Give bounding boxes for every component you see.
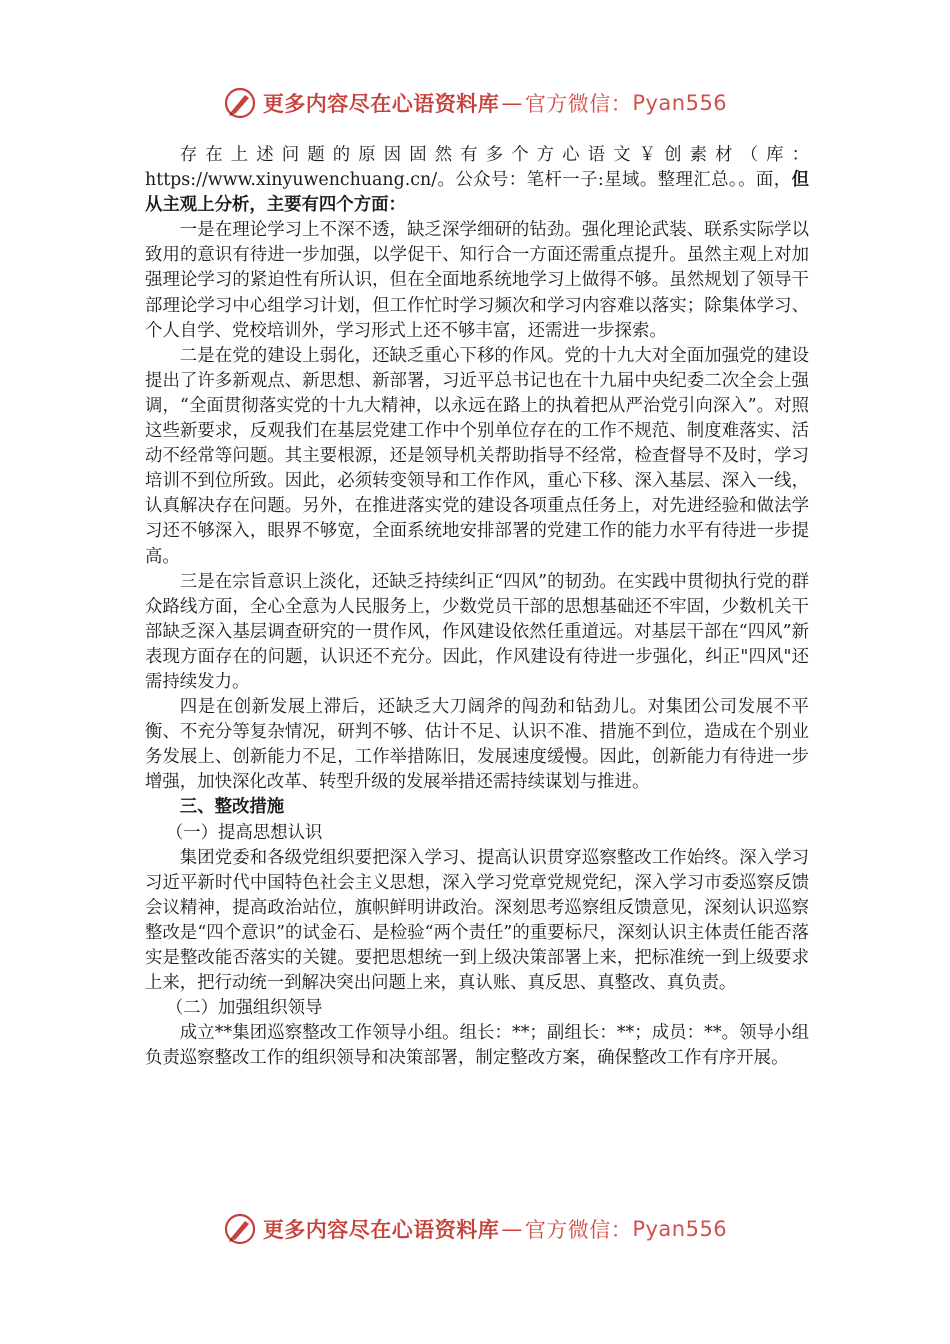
banner-wechat-id: Pyan556	[632, 1217, 728, 1241]
paragraph-two: 二是在党的建设上弱化，还缺乏重心下移的作风。党的十九大对全面加强党的建设提出了许多新观点、新思想、新部署，习近平总书记也在十九届中央纪委二次全会上强调，“全面贯彻落实党的十九大精神，以永远在路上的执着把从严治党引向深入”。对照这些新要求，反观我们在基层党建工作中个别单位存在的工作不规范、制度难落实、活动不经常等问题。其主要根源，还是领导机关帮助指导不经常，检查督导不及时，学习培训不到位所致。因此，必须转变领导和工作作风，重心下移、深入基层、深入一线，认真解决存在问题。另外，在推进落实党的建设各项重点任务上，对先进经验和做法学习还不够深入，眼界不够宽，全面系统地安排部署的党建工作的能力水平有待进一步提高。	[145, 345, 809, 567]
intro-text: 存在上述问题的原因固然有多个方心语文￥创素材（库：https://www.xinyuwenchuang.cn/。公众号：笔杆一子:星域。整理汇总。。面，	[145, 145, 809, 191]
pen-logo-icon	[223, 1212, 257, 1246]
intro-emphasis: 但从主观上分析，主要有四个方面：	[145, 170, 809, 216]
pen-logo-icon	[223, 86, 257, 120]
banner-brand: 更多内容尽在心语资料库	[262, 92, 500, 116]
footer-banner	[0, 1209, 950, 1249]
banner-brand: 更多内容尽在心语资料库	[262, 1218, 500, 1242]
banner-official: 官方微信：	[524, 92, 633, 116]
subheading-one: （一）提高思想认识	[165, 822, 323, 843]
paragraph-three: 三是在宗旨意识上淡化，还缺乏持续纠正“四风”的韧劲。在实践中贯彻执行党的群众路线方面，全心全意为人民服务上，少数党员干部的思想基础还不牢固，少数机关干部缺乏深入基层调查研究的一贯作风，作风建设依然任重道远。对基层干部在“四风”新表现方面存在的问题，认识还不充分。因此，作风建设有待进一步强化，纠正"四风"还需持续发力。	[145, 571, 809, 692]
paragraph-one: 一是在理论学习上不深不透，缺乏深学细研的钻劲。强化理论武装、联系实际学以致用的意识有待进一步加强，以学促干、知行合一方面还需重点提升。虽然主观上对加强理论学习的紧迫性有所认识，但在全面地系统地学习上做得不够。虽然规划了领导干部理论学习中心组学习计划，但工作忙时学习频次和学习内容难以落实；除集体学习、个人自学、党校培训外，学习形式上还不够丰富，还需进一步探索。	[145, 220, 809, 341]
section-heading: 三、整改措施	[179, 797, 285, 818]
paragraph-five: 集团党委和各级党组织要把深入学习、提高认识贯穿巡察整改工作始终。深入学习习近平新时代中国特色社会主义思想，深入学习党章党规党纪，深入学习市委巡察反馈会议精神，提高政治站位，旗帜鲜明讲政治。深刻思考巡察组反馈意见，深刻认识巡察整改是“四个意识”的试金石、是检验“两个责任”的重要标尺，深刻认识主体责任能否落实是整改能否落实的关键。要把思想统一到上级决策部署上来，把标准统一到上级要求上来，把行动统一到解决突出问题上来，真认账、真反思、真整改、真负责。	[145, 847, 809, 994]
header-banner	[0, 83, 950, 123]
paragraph-four: 四是在创新发展上滞后，还缺乏大刀阔斧的闯劲和钻劲儿。对集团公司发展不平衡、不充分等复杂情况，研判不够、估计不足、认识不准、措施不到位，造成在个别业务发展上、创新能力不足，工作举措陈旧，发展速度缓慢。因此，创新能力有待进一步增强，加快深化改革、转型升级的发展举措还需持续谋划与推进。	[145, 697, 809, 793]
paragraph-six: 成立**集团巡察整改工作领导小组。组长：**；副组长：**；成员：**。领导小组负责巡察整改工作的组织领导和决策部署，制定整改方案，确保整改工作有序开展。	[145, 1023, 809, 1069]
banner-official: 官方微信：	[524, 1218, 633, 1242]
document-body	[145, 143, 809, 1071]
intro-paragraph	[145, 143, 809, 218]
banner-wechat-id: Pyan556	[632, 91, 728, 115]
banner-separator: —	[501, 91, 523, 115]
banner-separator: —	[501, 1217, 523, 1241]
subheading-two: （二）加强组织领导	[165, 998, 323, 1019]
